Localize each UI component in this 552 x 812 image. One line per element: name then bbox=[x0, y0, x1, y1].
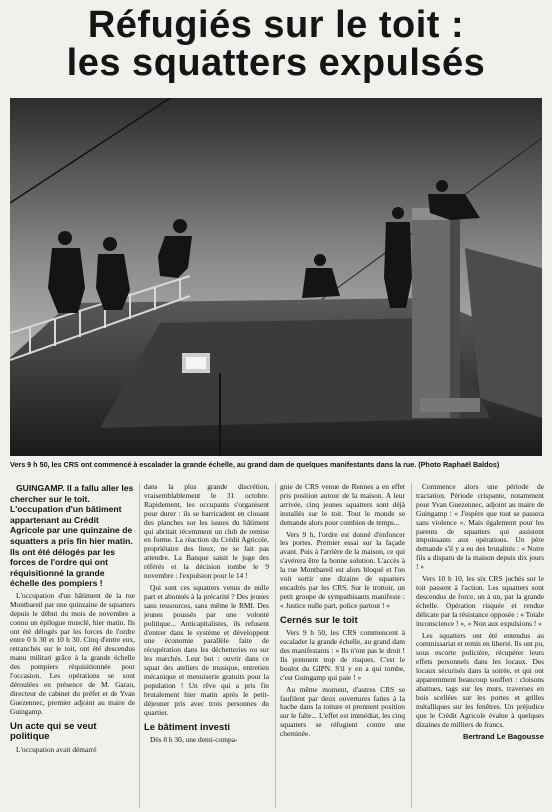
paragraph: Au même moment, d'autres CRS se faufilent par deux ouvertures faites à la hache dans la toiture et prennent position sur le faîte... L'effet est immédiat, les cinq squatters se réfugient contre une cheminée. bbox=[280, 684, 405, 739]
article-column-3 bbox=[280, 483, 405, 742]
paragraph: Qui sont ces squatters venus de nulle part et abonnés à la précarité ? Des jeunes sans ressources, sans même le RMI. Des jeunes poussés par une volonté politique... Anticapitalistes, ils refusent d'entrer dans le système et développent une économie parallèle faite de récupération dans les déchetteries ou sur les marchés. Leur but : ouvrir dans ce squat des ateliers de musique, entretien mécanique et menuiserie gratuits pour la population ! Un rêve qui a pris fin brutalement hier matin après le petit-déjeuner pris avec trois personnes du quartier. bbox=[144, 582, 269, 717]
column-rule bbox=[411, 483, 412, 808]
article-lead bbox=[10, 483, 135, 589]
paragraph: Dès 8 h 30, une demi-compa- bbox=[150, 735, 238, 745]
paragraph: dans la plus grande discrétion, vraisemblablement le 31 octobre. Rapidement, les occupants s'organisent pour durer : ils se barricadent en clouant des planches sur les issues du bâtiment qui abritait récemment un club de remise en forme. La réaction du Crédit Agricole, propriétaire des lieux, ne se fait pas attendre. La Banque saisit le juge des référés et la décision tombe le 9 novembre : l'expulsion pour le 14 ! bbox=[144, 482, 269, 581]
author-signature: Bertrand Le Bagousse bbox=[462, 732, 544, 742]
photo-caption: Vers 9 h 50, les CRS ont commencé à escalader la grande échelle, au grand dam de quelques manifestants dans la rue. (Photo Raphaël Baldos) bbox=[10, 460, 500, 469]
headline bbox=[0, 6, 552, 82]
paragraph: Vers 9 h, l'ordre est donné d'enfoncer les portes. Premier essai sur la façade avant. Puis à l'arrière de la maison, ce qui s'avérera être la bonne solution. L'accès à la rue Montbareil est alors bloqué et l'on voit sortir une dizaine de squatters encadrés par les CRS. Sur le trottoir, un petit groupe de sympathisants manifeste : « Justice nulle part, police partout ! » bbox=[280, 529, 405, 610]
paragraph: gnie de CRS venue de Rennes a en effet pris position autour de la maison. A leur arrivée, cinq jeunes squatters sont déjà installés sur le toit. Tout le monde se demande alors pour combien de temps... bbox=[280, 482, 405, 527]
paragraph: L'occupation d'un bâtiment de la rue Montbareil par une quinzaine de squatters depuis le début du mois de novembre a connu un épilogue musclé, hier matin. Ils ont été délogés par les forces de l'ordre entre 0 h 30 et 10 h 30. Cinq d'entre eux, retranchés sur le toit, ont été descendus manu militari grâce à la grande échelle des pompiers réquisitionnée pour l'occasion. Les opérations se sont déroulées en présence de M. Garau, directeur de cabinet du préfet et de Yvan Guezennec, premier adjoint au maire de Guingamp. bbox=[10, 590, 135, 716]
article-column-4 bbox=[416, 483, 544, 742]
lead-text: Il a fallu aller les chercher sur le toit. L'occupation d'un bâtiment appartenant au Crédit Agricole par une quinzaine de squatters a pris fin hier matin. Ils ont été délogés par les forces de l'ordre qui ont réquisitionné la grande échelle des pompiers ! bbox=[10, 483, 134, 589]
column-rule bbox=[139, 483, 140, 808]
subheading: Cernés sur le toit bbox=[280, 614, 358, 626]
headline-line-1: Réfugiés sur le toit : bbox=[87, 4, 465, 46]
news-photo bbox=[10, 98, 542, 456]
dateline: GUINGAMP. bbox=[16, 483, 65, 493]
column-rule bbox=[275, 483, 276, 808]
article-column-1 bbox=[10, 483, 135, 758]
paragraph: Vers 9 h 50, les CRS commencent à escalader la grande échelle, au grand dam des manifestants : « Ils n'ont pas le droit ! Ils prennent trop de risques. C'est le boulot du GIPN. S'il y en a qui tombe, c'est Guingamp qui paie ! » bbox=[280, 628, 405, 682]
paragraph: Commence alors une période de tractation. Période crispante, notamment pour Yvan Guezennec, adjoint au maire de Guingamp : « J'espère que tout se passera sans violence ». Mais également pour les parents de squatters qui assistent impuissants aux opérations. Un père demande s'il y a eu des brutalités : « Notre fils a disparu de la maison depuis dix jours ! » bbox=[416, 482, 544, 572]
paragraph: Vers 10 h 10, les six CRS juchés sur le toit passent à l'action. Les squatters sont descendus de force, un à un, par la grande échelle. Opération risquée et rendue délicate par la résistance opposée : « Totale inconscience ! », « Non aux expulsions ! » bbox=[416, 574, 545, 628]
headline-line-2: les squatters expulsés bbox=[66, 42, 486, 84]
paragraph: Les squatters ont été entendus au commissariat et remis en liberté. Ils ont pu, sous escorte policière, récupérer leurs effets personnels dans les locaux. Des locaux sécurisés dans la soirée, et qui ont apparemment beaucoup souffert : cloisons abattues, tags sur les murs, traverses en bois scellées sur les portes et grilles métalliques sur les fenêtres. Un préjudice que le Crédit Agricole évalue à quelques dizaines de milliers de francs. bbox=[416, 630, 544, 729]
article-column-2 bbox=[144, 483, 269, 748]
subheading: Le bâtiment investi bbox=[144, 721, 231, 733]
subheading: Un acte qui se veut politique bbox=[10, 720, 97, 743]
paragraph: L'occupation avait démarré bbox=[16, 744, 97, 754]
